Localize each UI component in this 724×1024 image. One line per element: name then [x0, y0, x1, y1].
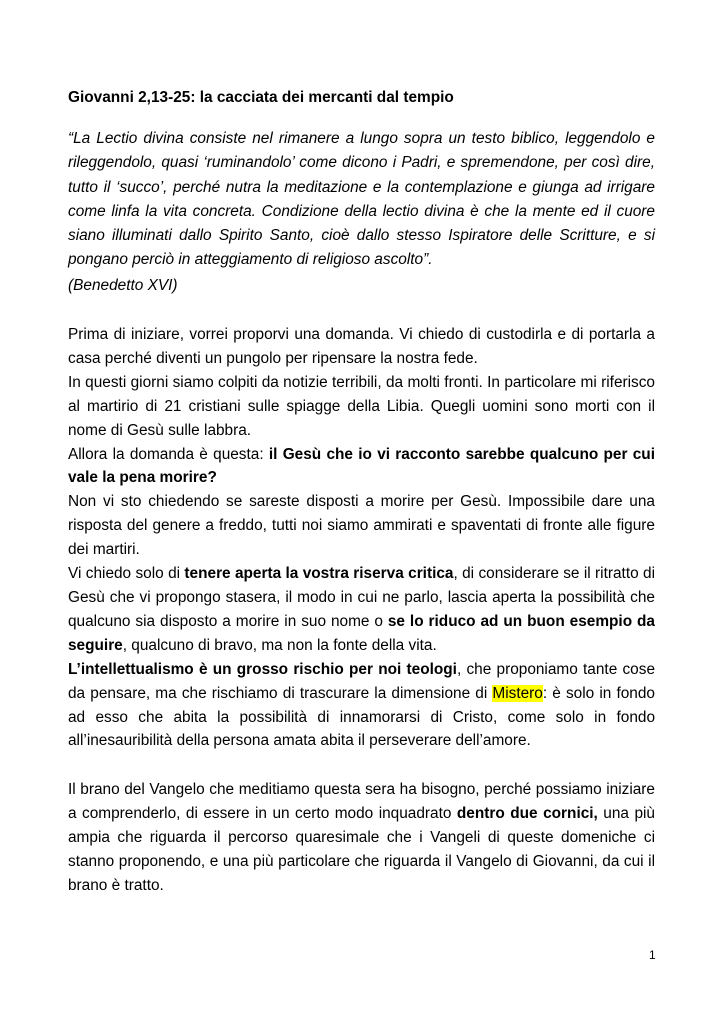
- paragraph-7-text-b: una più ampia che riguarda il percorso quaresimale che i Vangeli di queste domeniche ci stanno proponendo, e una più particolare che riguarda il Vangelo di Giovanni, da cui il brano è tratto.: [68, 804, 655, 894]
- body-section-1: [68, 323, 655, 753]
- paragraph-5-text-c: , qualcuno di bravo, ma non la fonte della vita.: [122, 636, 437, 654]
- paragraph-3: [68, 443, 655, 491]
- paragraph-5-bold-a: tenere aperta la vostra riserva critica: [184, 565, 454, 583]
- paragraph-7: [68, 778, 655, 898]
- paragraph-7-text-a: Il brano del Vangelo che meditiamo questa sera ha bisogno, perché possiamo iniziare a comprenderlo, di essere in un certo modo inquadrato: [68, 781, 655, 822]
- key-question: il Gesù che io vi racconto sarebbe qualcuno per cui vale la pena morire?: [68, 445, 655, 487]
- paragraph-5-text-b: , di considerare se il ritratto di Gesù che vi propongo stasera, il modo in cui ne parlo, lascia aperta la possibilità che qualcuno sia disposto a morire in suo nome o: [68, 565, 656, 630]
- paragraph-5-text-a: Vi chiedo solo di: [68, 565, 185, 583]
- paragraph-1: Prima di iniziare, vorrei proporvi una domanda. Vi chiedo di custodirla e di portarla a casa perché diventi un pungolo per ripensare la nostra fede.: [68, 326, 655, 367]
- body-section-2: [68, 778, 655, 898]
- page-number: 1: [649, 948, 656, 962]
- paragraph-4: Non vi sto chiedendo se sareste disposti a morire per Gesù. Impossibile dare una risposta del genere a freddo, tutti noi siamo ammirati e spaventati di fronte alle figure dei martiri.: [68, 493, 655, 559]
- paragraph-6-bold: L’intellettualismo è un grosso rischio per noi teologi: [68, 660, 457, 678]
- paragraph-2: In questi giorni siamo colpiti da notizie terribili, da molti fronti. In particolare mi riferisco al martirio di 21 cristiani sulle spiagge della Libia. Quegli uomini sono morti con il nome di Gesù sulle labbra.: [68, 373, 655, 439]
- document-title: Giovanni 2,13-25: la cacciata dei mercanti dal tempio: [68, 89, 454, 106]
- paragraph-5-bold-b: se lo riduco ad un buon esempio da seguire: [68, 612, 655, 654]
- paragraph-5: [68, 562, 655, 658]
- paragraph-3-text: Allora la domanda è questa:: [68, 445, 269, 463]
- paragraph-6-text-b: : è solo in fondo ad esso che abita la possibilità di innamorarsi di Cristo, come solo in fondo all’inesauribilità della persona amata abita il perseverare dell’amore.: [68, 684, 655, 750]
- paragraph-7-bold: dentro due cornici,: [456, 804, 598, 822]
- paragraph-6: [68, 658, 655, 754]
- lectio-quote: “La Lectio divina consiste nel rimanere a lungo sopra un testo biblico, leggendolo e rileggendolo, quasi ‘ruminandolo’ come dicono i Padri, e spremendone, per così dire, tutto il ‘succo’, perché nutra la meditazione e la contemplazione e giunga ad irrigare come linfa la vita concreta. Condizione della lectio divina è che la mente ed il cuore siano illuminati dallo Spirito Santo, cioè dallo stesso Ispiratore delle Scritture, e si pongano perciò in atteggiamento di religioso ascolto”.: [68, 130, 655, 269]
- paragraph-6-text-a: , che proponiamo tante cose da pensare, ma che rischiamo di trascurare la dimensione di: [68, 660, 655, 702]
- highlighted-word: Mistero: [492, 684, 543, 702]
- quote-attribution: (Benedetto XVI): [68, 277, 178, 294]
- document-page: [68, 0, 655, 1024]
